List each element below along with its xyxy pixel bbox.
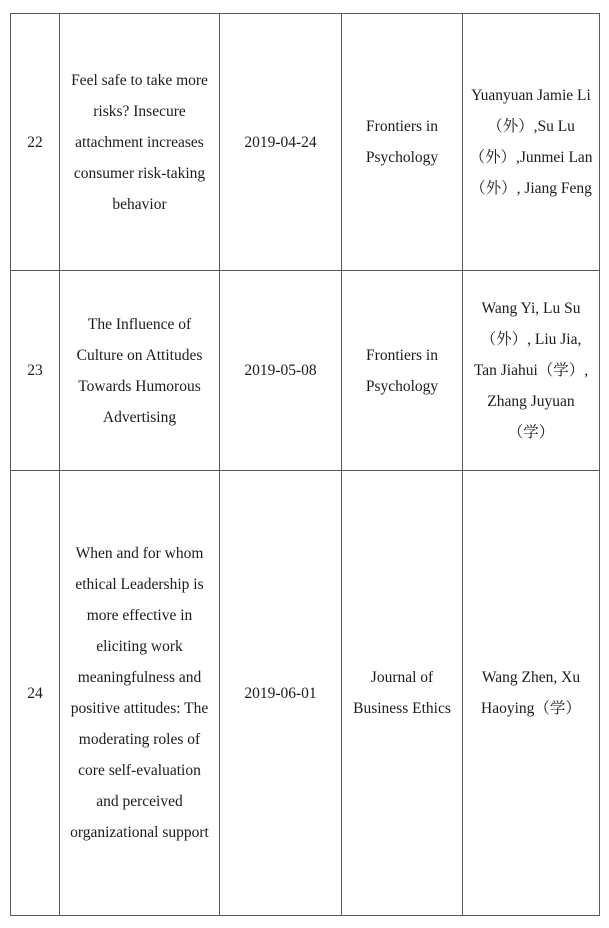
table-row (11, 471, 600, 916)
paper-title-cell: Feel safe to take more risks? Insecure attachment increases consumer risk-taking behavior (60, 14, 220, 271)
table-row (11, 271, 600, 471)
journal-cell: Frontiers in Psychology (342, 14, 463, 271)
authors-cell: Yuanyuan Jamie Li（外）,Su Lu（外）,Junmei Lan（外）, Jiang Feng (463, 14, 600, 271)
publications-table (10, 13, 600, 916)
table-row (11, 14, 600, 271)
publish-date-cell: 2019-05-08 (220, 271, 342, 471)
publish-date-cell: 2019-06-01 (220, 471, 342, 916)
publish-date-cell: 2019-04-24 (220, 14, 342, 271)
row-number-cell: 23 (11, 271, 60, 471)
paper-title-cell: When and for whom ethical Leadership is more effective in eliciting work meaningfulness and positive attitudes: The moderating roles of core self-evaluation and perceived organizational support (60, 471, 220, 916)
paper-title-cell: The Influence of Culture on Attitudes Towards Humorous Advertising (60, 271, 220, 471)
journal-cell: Journal of Business Ethics (342, 471, 463, 916)
authors-cell: Wang Zhen, Xu Haoying（学） (463, 471, 600, 916)
row-number-cell: 24 (11, 471, 60, 916)
journal-cell: Frontiers in Psychology (342, 271, 463, 471)
row-number-cell: 22 (11, 14, 60, 271)
authors-cell: Wang Yi, Lu Su（外）, Liu Jia, Tan Jiahui（学）, Zhang Juyuan（学） (463, 271, 600, 471)
